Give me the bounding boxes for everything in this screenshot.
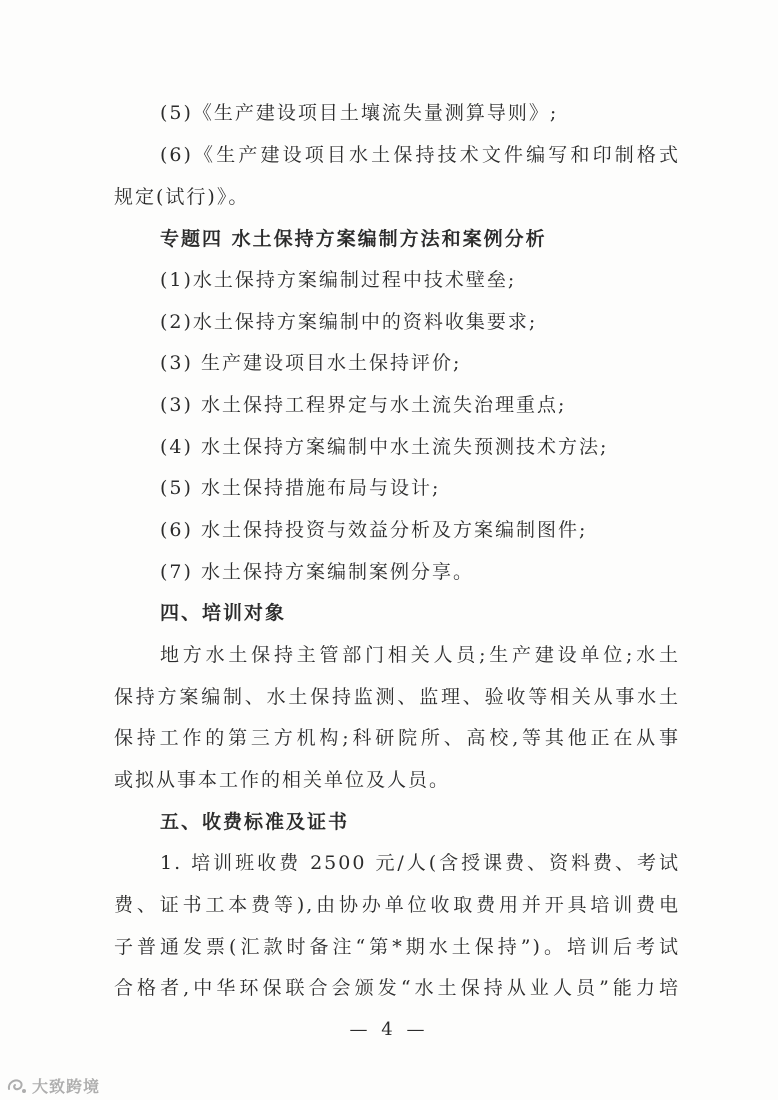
text-line: (5)《生产建设项目土壤流失量测算导则》; (160, 102, 559, 124)
text-line: (2)水土保持方案编制中的资料收集要求; (160, 311, 538, 333)
watermark (6, 1074, 100, 1097)
paragraph-line: 合格者,中华环保联合会颁发“水土保持从业人员”能力培 (114, 977, 680, 999)
text-line: (4) 水土保持方案编制中水土流失预测技术方法; (160, 436, 609, 458)
text-line: (3) 生产建设项目水土保持评价; (160, 352, 462, 374)
text-line: (1)水土保持方案编制过程中技术壁垒; (160, 269, 517, 291)
watermark-text: 大致跨境 (32, 1077, 101, 1096)
paragraph-line: 保持方案编制、水土保持监测、监理、验收等相关从事水土 (114, 686, 680, 708)
text-line: (6) 水土保持投资与效益分析及方案编制图件; (160, 519, 588, 541)
section-heading: 专题四 水土保持方案编制方法和案例分析 (160, 228, 547, 250)
paragraph-line: 或拟从事本工作的相关单位及人员。 (114, 769, 451, 791)
paragraph-line: 子普通发票(汇款时备注“第*期水土保持”)。培训后考试 (114, 936, 680, 958)
paragraph-line: 地方水土保持主管部门相关人员;生产建设单位;水土 (160, 644, 680, 666)
text-line: (3) 水土保持工程界定与水土流失治理重点; (160, 394, 567, 416)
text-line: 规定(试行)》。 (114, 186, 250, 208)
text-line: (5) 水土保持措施布局与设计; (160, 477, 441, 499)
paragraph-line: 保持工作的第三方机构;科研院所、高校,等其他正在从事 (114, 727, 680, 749)
paragraph-line: 1. 培训班收费 2500 元/人(含授课费、资料费、考试 (160, 852, 680, 874)
page-number: — 4 — (349, 1019, 429, 1040)
swirl-logo-icon (6, 1077, 28, 1095)
paragraph-line: 费、证书工本费等),由协办单位收取费用并开具培训费电 (114, 894, 680, 916)
section-heading: 五、收费标准及证书 (160, 811, 350, 833)
text-line: (6)《生产建设项目水土保持技术文件编写和印制格式 (160, 144, 680, 166)
section-heading: 四、培训对象 (160, 602, 287, 624)
text-line: (7) 水土保持方案编制案例分享。 (160, 561, 474, 583)
